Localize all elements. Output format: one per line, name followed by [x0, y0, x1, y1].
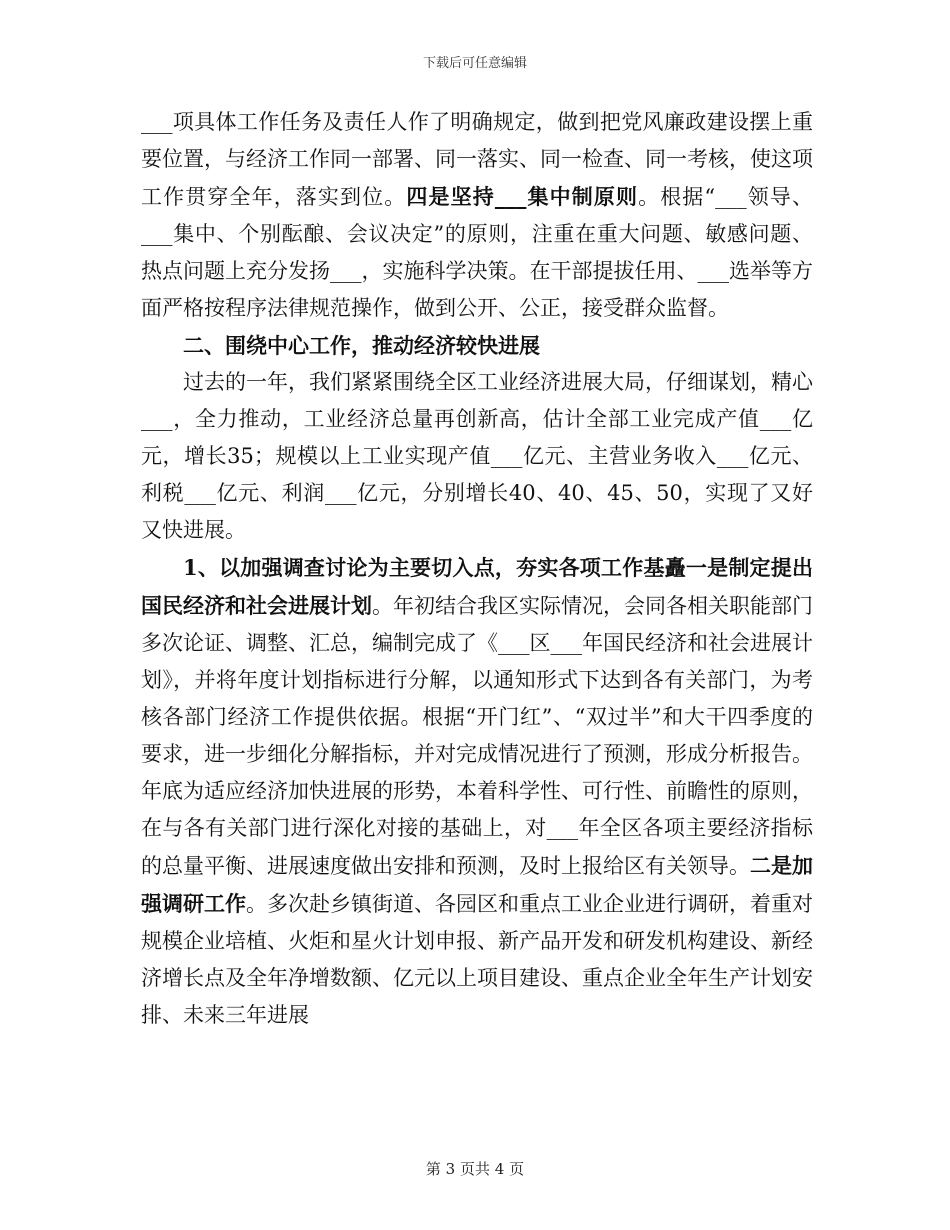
bold-phrase-investigation: 二是加强调研工作	[141, 853, 813, 916]
page-footer: 第 3 页共 4 页	[425, 1160, 525, 1178]
paragraph-party-conduct	[141, 104, 813, 327]
document-body	[141, 104, 813, 1034]
bold-phrase-centralism: 四是坚持___集中制原则	[406, 184, 639, 209]
bold-subheading-research: 1、以加强调查讨论为主要切入点，夯实各项工作基矗一是制定提出国民经济和社会进展计划	[141, 555, 813, 618]
paragraph-text: ___项具体工作任务及责任人作了明确规定，做到把党风廉政建设摆上重要位置，与经济工作同一部署、同一落实、同一检查、同一考核，使这项工作贯穿全年，落实到位。	[141, 110, 813, 209]
paragraph-text: 。根据“___领导、___集中、个别酝酿、会议决定”的原则，注重在重大问题、敏感问题、热点问题上充分发扬___，实施科学决策。在干部提拔任用、___选举等方面严格按程序法律规范操作，做到公开、公正，接受群众监督。	[141, 185, 814, 320]
section-heading-economy: 二、围绕中心工作，推动经济较快进展	[183, 333, 540, 358]
paragraph-past-year: 过去的一年，我们紧紧围绕全区工业经济进展大局，仔细谋划，精心___，全力推动，工业经济总量再创新高，估计全部工业完成产值___亿元，增长35；规模以上工业实现产值___亿元、主营业务收入___亿元、利税___亿元、利润___亿元，分别增长40、40、45、50，实现了又好又快进展。	[141, 370, 813, 542]
page-header: 下载后可任意编辑	[422, 56, 527, 71]
paragraph-text: 。年初结合我区实际情况，会同各相关职能部门多次论证、调整、汇总，编制完成了《___区___年国民经济和社会进展计划》，并将年度计划指标进行分解，以通知形式下达到各有关部门，为考核各部门经济工作提供依据。根据“开门红”、“双过半”和大干四季度的要求，进一步细化分解指标，并对完成情况进行了预测，形成分析报告。年底为适应经济加快进展的形势，本着科学性、可行性、前瞻性的原则，在与各有关部门进行深化对接的基础上，对___年全区各项主要经济指标的总量平衡、进展速度做出安排和预测，及时上报给区有关领导。	[141, 594, 813, 878]
paragraph-text: 。多次赴乡镇街道、各园区和重点工业企业进行调研，着重对规模企业培植、火炬和星火计划申报、新产品开发和研发机构建设、新经济增长点及全年净增数额、亿元以上项目建设、重点企业全年生产计划安排、未来三年进展	[141, 892, 813, 1027]
paragraph-research	[141, 549, 813, 1034]
